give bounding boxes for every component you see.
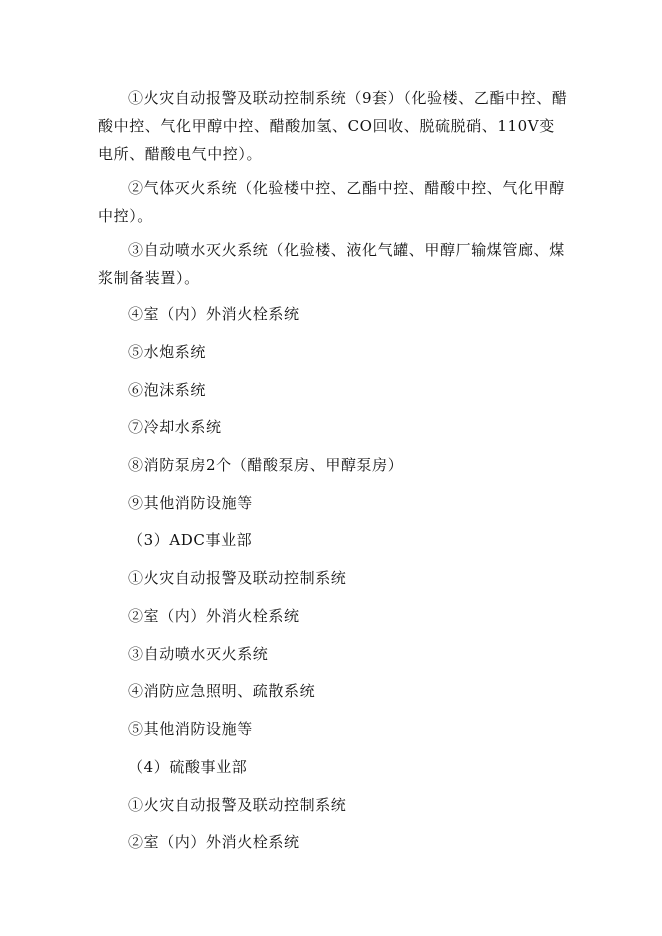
list-item: ③自动喷水灭火系统: [128, 645, 269, 663]
list-item: ①火灾自动报警及联动控制系统: [128, 569, 347, 587]
paragraph-sprinkler-system: ③自动喷水灭火系统（化验楼、液化气罐、甲醇厂输煤管廊、煤浆制备装置）。: [98, 241, 565, 287]
paragraph-gas-extinguishing-system: ②气体灭火系统（化验楼中控、乙酯中控、醋酸中控、气化甲醇中控）。: [98, 179, 565, 225]
list-item: ⑤水炮系统: [128, 343, 207, 361]
list-item: ⑨其他消防设施等: [128, 494, 253, 512]
list-item: ④室（内）外消火栓系统: [128, 305, 300, 323]
section-heading-adc: （3）ADC事业部: [128, 531, 253, 549]
list-item: ⑥泡沫系统: [128, 381, 207, 399]
list-item: ①火灾自动报警及联动控制系统: [128, 796, 347, 814]
list-item: ⑧消防泵房2个（醋酸泵房、甲醇泵房）: [128, 456, 404, 474]
list-item: ⑦冷却水系统: [128, 418, 222, 436]
paragraph-fire-alarm-system: ①火灾自动报警及联动控制系统（9套）（化验楼、乙酯中控、醋酸中控、气化甲醇中控、醋酸加氢、CO回收、脱硫脱硝、110V变电所、醋酸电气中控）。: [98, 89, 568, 163]
list-item: ⑤其他消防设施等: [128, 720, 253, 738]
section-heading-sulfuric-acid: （4）硫酸事业部: [128, 758, 248, 776]
list-item: ④消防应急照明、疏散系统: [128, 682, 316, 700]
list-item: ②室（内）外消火栓系统: [128, 833, 300, 851]
list-item: ②室（内）外消火栓系统: [128, 607, 300, 625]
